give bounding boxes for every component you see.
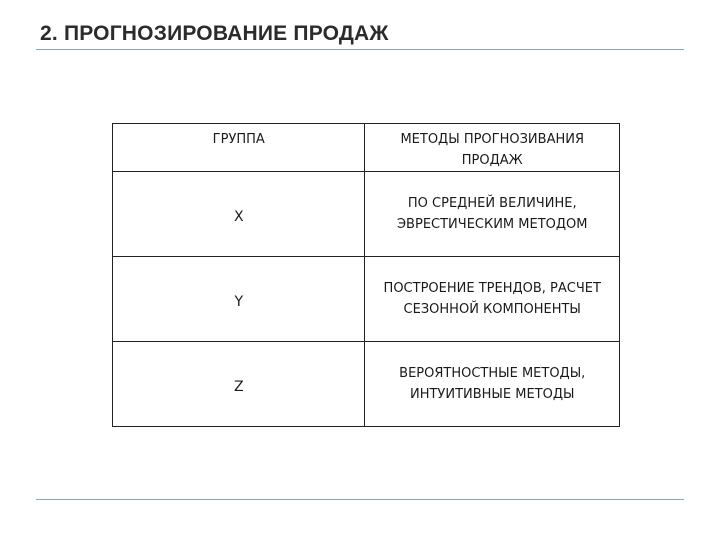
methods-cell-y: ПОСТРОЕНИЕ ТРЕНДОВ, РАСЧЕТ СЕЗОННОЙ КОМПОНЕНТЫ — [365, 257, 620, 342]
methods-cell-z: ВЕРОЯТНОСТНЫЕ МЕТОДЫ, ИНТУИТИВНЫЕ МЕТОДЫ — [365, 342, 620, 427]
title-divider — [36, 49, 684, 50]
group-cell-y: Y — [113, 257, 365, 342]
slide-title: 2. ПРОГНОЗИРОВАНИЕ ПРОДАЖ — [40, 22, 389, 45]
group-cell-z: Z — [113, 342, 365, 427]
group-cell-x: X — [113, 172, 365, 257]
table-header-row — [113, 124, 620, 172]
header-methods: МЕТОДЫ ПРОГНОЗИВАНИЯ ПРОДАЖ — [365, 124, 620, 172]
table-row-y — [113, 257, 620, 342]
footer-divider — [36, 499, 684, 500]
methods-cell-x: ПО СРЕДНЕЙ ВЕЛИЧИНЕ, ЭВРЕСТИЧЕСКИМ МЕТОДОМ — [365, 172, 620, 257]
header-group: ГРУППА — [113, 124, 365, 172]
table-row-z — [113, 342, 620, 427]
forecast-methods-table — [112, 123, 620, 427]
table-row-x — [113, 172, 620, 257]
